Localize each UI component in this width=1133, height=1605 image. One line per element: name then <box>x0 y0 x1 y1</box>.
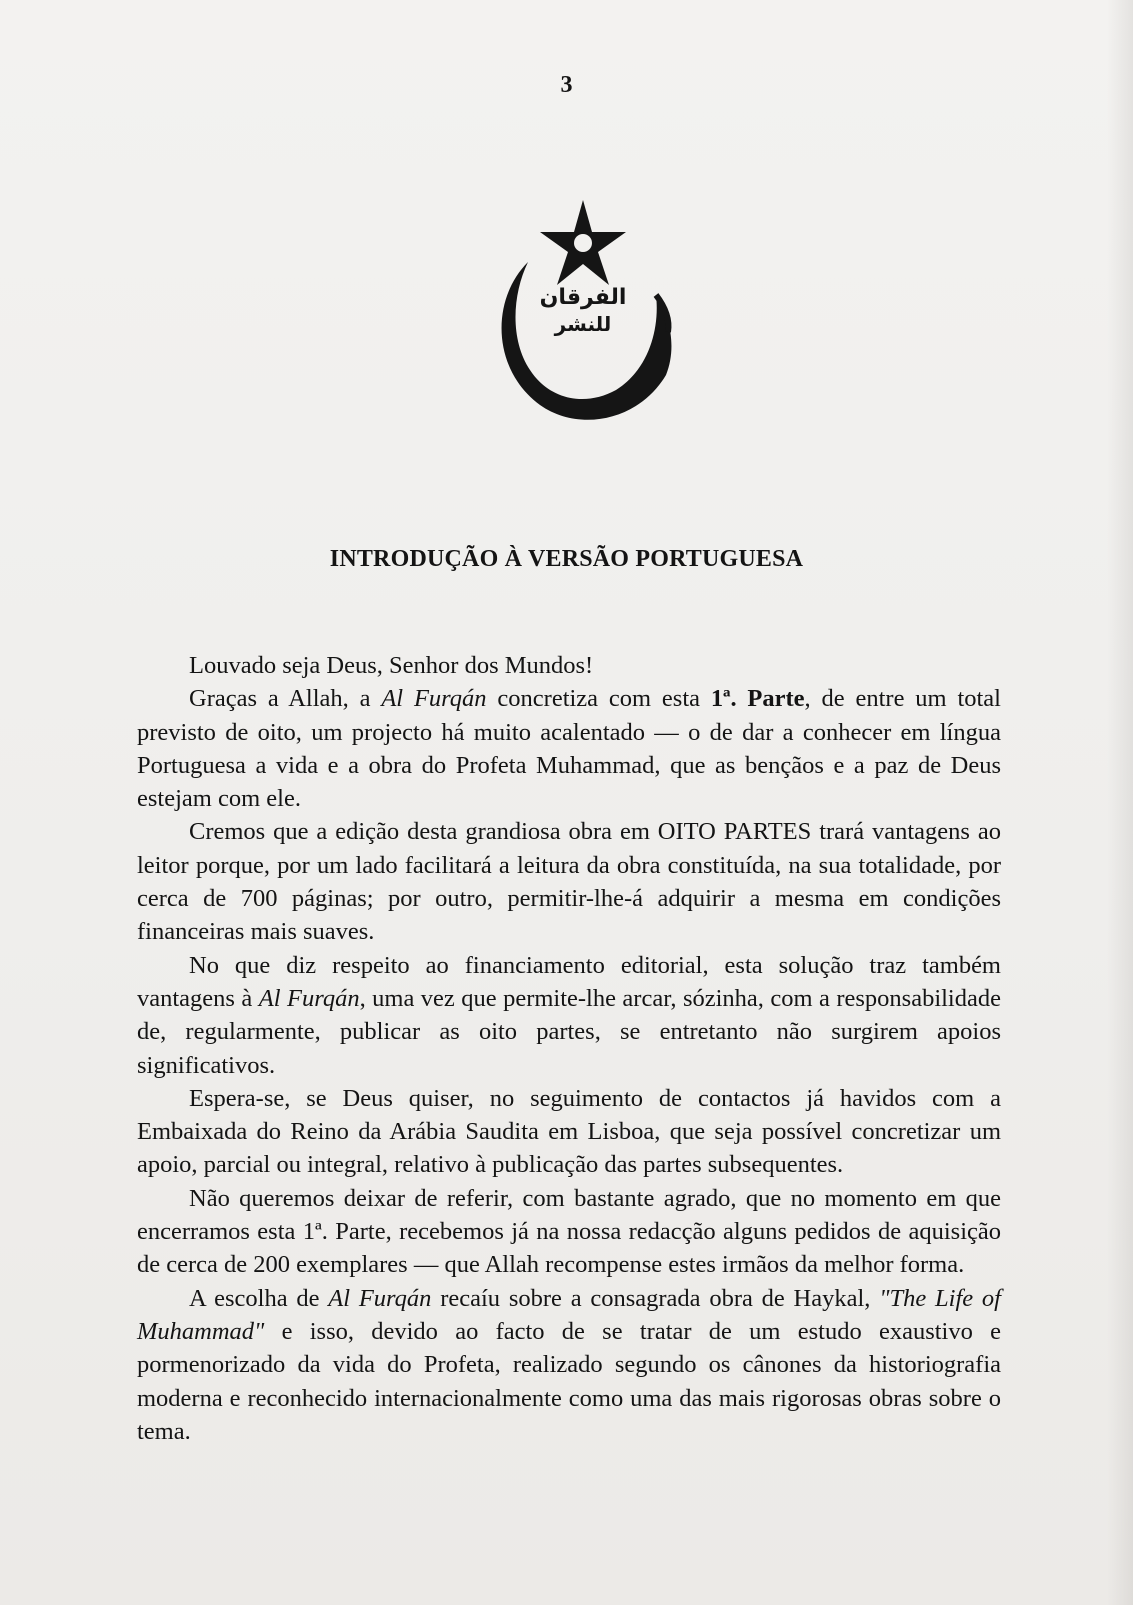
page-edge-shadow <box>1107 0 1133 1605</box>
publisher-name: Al Furqán <box>258 984 360 1012</box>
paragraph-5: Espera-se, se Deus quiser, no seguimento de contactos já havidos com a Embaixada do Reino da Arábia Saudita em Lisboa, que seja possível concretizar um apoio, parcial ou integral, relativo à publicação das partes subsequentes. <box>137 1084 1001 1179</box>
logo-text-line-1: الفرقان <box>539 285 627 310</box>
paragraph-7 <box>137 1282 1001 1448</box>
publisher-name: Al Furqán <box>328 1284 432 1312</box>
paragraph-2-text-a: Graças a Allah, a <box>189 685 382 713</box>
part-label: 1ª. Parte <box>710 685 805 713</box>
paragraph-6: Não queremos deixar de referir, com bastante agrado, que no momento em que encerramos esta 1ª. Parte, recebemos já na nossa redacção alguns pedidos de aquisição de cerca de 200 exemplares — que Allah recompense estes irmãos da melhor forma. <box>137 1184 1001 1279</box>
section-heading: INTRODUÇÃO À VERSÃO PORTUGUESA <box>329 546 804 572</box>
paragraph-7-text-e: e isso, devido ao facto de se tratar de um estudo exaustivo e pormenorizado da vida do Profeta, realizado segundo os cânones da historiografia moderna e reconhecido internacionalmente como uma das mais rigorosas obras sobre o tema. <box>137 1317 1001 1445</box>
paragraph-2-text-e: , de entre um total previsto de oito, um projecto há muito acalentado — o de dar a conhecer em língua Portuguesa a vida e a obra do Profeta Muhammad, que as bençãos e a paz de Deus estejam com ele. <box>137 685 1001 813</box>
publisher-logo <box>488 200 678 430</box>
logo-text-line-2: للنشر <box>554 312 612 336</box>
paragraph-2 <box>137 682 1001 815</box>
body-text <box>137 649 1001 1448</box>
paragraph-7-text-a: A escolha de <box>189 1284 329 1312</box>
paragraph-2-text-c: concretiza com esta <box>486 685 711 713</box>
paragraph-3: Cremos que a edição desta grandiosa obra em OITO PARTES trará vantagens ao leitor porque, por um lado facilitará a leitura da obra constituída, na sua totalidade, por cerca de 700 páginas; por outro, permitir-lhe-á adquirir a mesma em condições financeiras mais suaves. <box>137 818 1001 946</box>
paragraph-7-text-c: recaíu sobre a consagrada obra de Haykal, <box>431 1284 880 1312</box>
book-title: "The Life of Muhammad" <box>137 1284 1001 1345</box>
paragraph-4-text-a: No que diz respeito ao financiamento editorial, esta solução traz também vantagens à <box>137 951 1001 1012</box>
paragraph-1: Louvado seja Deus, Senhor dos Mundos! <box>189 652 594 679</box>
page-number: 3 <box>560 72 573 98</box>
publisher-name: Al Furqán <box>381 685 487 713</box>
paragraph-4 <box>137 949 1001 1082</box>
paragraph-4-text-c: , uma vez que permite-lhe arcar, sózinha, com a responsabilidade de, regularmente, publicar as oito partes, se entretanto não surgirem apoios significativos. <box>137 984 1001 1079</box>
